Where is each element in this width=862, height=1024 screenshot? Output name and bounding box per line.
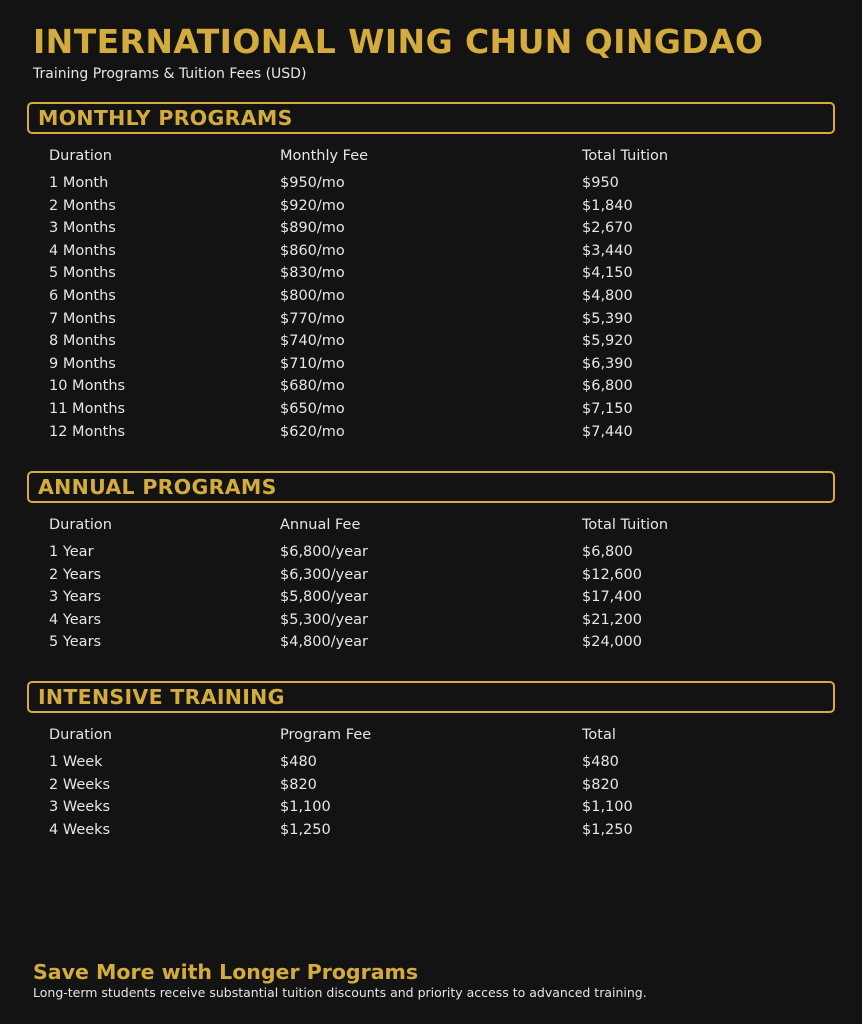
duration-cell: 1 Year <box>49 544 94 560</box>
table-row <box>27 564 835 587</box>
total-cell: $12,600 <box>582 566 642 583</box>
footer <box>33 959 647 1001</box>
fee-cell: $920/mo <box>280 197 345 214</box>
section-title: MONTHLY PROGRAMS <box>38 106 293 130</box>
total-cell: $950 <box>582 175 619 191</box>
fee-cell: $1,100 <box>280 799 331 816</box>
table-row <box>27 172 835 195</box>
column-header: Program Fee <box>280 727 372 743</box>
monthly-programs-section <box>27 102 835 443</box>
duration-cell: 5 Years <box>49 634 102 651</box>
table-row <box>27 541 835 564</box>
column-header: Duration <box>49 517 112 533</box>
fee-cell: $740/mo <box>280 333 345 350</box>
fee-cell: $890/mo <box>280 220 345 237</box>
fee-table <box>27 514 835 654</box>
fee-cell: $5,300/year <box>280 611 368 628</box>
duration-cell: 6 Months <box>49 287 116 304</box>
fee-cell: $830/mo <box>280 265 345 282</box>
table-row <box>27 398 835 421</box>
table-row <box>27 217 835 240</box>
total-cell: $4,800 <box>582 287 633 304</box>
duration-cell: 4 Months <box>49 242 116 259</box>
section-header <box>27 471 835 503</box>
table-row <box>27 796 835 819</box>
table-row <box>27 240 835 263</box>
column-header: Duration <box>49 727 112 743</box>
fee-table <box>27 724 835 841</box>
total-cell: $7,440 <box>582 423 633 440</box>
duration-cell: 2 Months <box>49 197 116 214</box>
section-title: ANNUAL PROGRAMS <box>38 475 277 499</box>
duration-cell: 3 Weeks <box>49 799 111 816</box>
duration-cell: 2 Weeks <box>49 776 111 793</box>
page-subtitle: Training Programs & Tuition Fees (USD) <box>33 66 307 82</box>
total-cell: $5,390 <box>582 310 633 327</box>
total-cell: $24,000 <box>582 634 642 651</box>
total-cell: $1,840 <box>582 197 633 214</box>
total-cell: $820 <box>582 776 619 793</box>
table-row <box>27 819 835 842</box>
fee-cell: $860/mo <box>280 242 345 259</box>
table-row <box>27 195 835 218</box>
table-row <box>27 330 835 353</box>
intensive-training-section <box>27 681 835 841</box>
section-title: INTENSIVE TRAINING <box>38 685 285 709</box>
table-row <box>27 421 835 444</box>
table-row <box>27 353 835 376</box>
fee-table <box>27 145 835 443</box>
column-header: Total <box>582 727 616 743</box>
total-cell: $21,200 <box>582 611 642 628</box>
duration-cell: 5 Months <box>49 265 116 282</box>
table-row <box>27 751 835 774</box>
total-cell: $7,150 <box>582 400 633 417</box>
total-cell: $4,150 <box>582 265 633 282</box>
fee-cell: $820 <box>280 776 317 793</box>
fee-cell: $650/mo <box>280 400 345 417</box>
table-row <box>27 262 835 285</box>
duration-cell: 1 Week <box>49 754 103 770</box>
duration-cell: 10 Months <box>49 378 126 395</box>
table-row <box>27 375 835 398</box>
fee-cell: $480 <box>280 754 317 770</box>
section-header <box>27 102 835 134</box>
duration-cell: 2 Years <box>49 566 102 583</box>
table-header-row <box>27 724 835 751</box>
table-row <box>27 586 835 609</box>
duration-cell: 1 Month <box>49 175 109 191</box>
table-row <box>27 774 835 797</box>
table-row <box>27 609 835 632</box>
duration-cell: 4 Weeks <box>49 821 111 838</box>
table-row <box>27 285 835 308</box>
fee-cell: $680/mo <box>280 378 345 395</box>
fee-cell: $620/mo <box>280 423 345 440</box>
total-cell: $3,440 <box>582 242 633 259</box>
duration-cell: 3 Years <box>49 589 102 606</box>
table-row <box>27 308 835 331</box>
fee-cell: $710/mo <box>280 355 345 372</box>
column-header: Total Tuition <box>582 517 669 533</box>
annual-programs-section <box>27 471 835 654</box>
page-title: INTERNATIONAL WING CHUN QINGDAO <box>33 22 764 61</box>
total-cell: $5,920 <box>582 333 633 350</box>
duration-cell: 11 Months <box>49 400 126 417</box>
total-cell: $6,390 <box>582 355 633 372</box>
fee-cell: $950/mo <box>280 175 345 191</box>
total-cell: $1,250 <box>582 821 633 838</box>
table-header-row <box>27 145 835 172</box>
fee-cell: $5,800/year <box>280 589 368 606</box>
duration-cell: 8 Months <box>49 333 116 350</box>
table-header-row <box>27 514 835 541</box>
fee-cell: $4,800/year <box>280 634 368 651</box>
duration-cell: 12 Months <box>49 423 126 440</box>
total-cell: $6,800 <box>582 544 633 560</box>
fee-cell: $770/mo <box>280 310 345 327</box>
column-header: Annual Fee <box>280 517 361 533</box>
footer-text: Long-term students receive substantial tuition discounts and priority access to advanced training. <box>33 985 647 1000</box>
column-header: Monthly Fee <box>280 148 369 164</box>
duration-cell: 4 Years <box>49 611 102 628</box>
table-row <box>27 631 835 654</box>
footer-title: Save More with Longer Programs <box>33 960 419 984</box>
duration-cell: 3 Months <box>49 220 116 237</box>
section-header <box>27 681 835 713</box>
fee-cell: $6,800/year <box>280 544 368 560</box>
total-cell: $2,670 <box>582 220 633 237</box>
column-header: Duration <box>49 148 112 164</box>
total-cell: $6,800 <box>582 378 633 395</box>
duration-cell: 7 Months <box>49 310 116 327</box>
total-cell: $17,400 <box>582 589 642 606</box>
fee-cell: $800/mo <box>280 287 345 304</box>
total-cell: $480 <box>582 754 619 770</box>
duration-cell: 9 Months <box>49 355 116 372</box>
fee-cell: $6,300/year <box>280 566 368 583</box>
fee-cell: $1,250 <box>280 821 331 838</box>
column-header: Total Tuition <box>582 148 669 164</box>
total-cell: $1,100 <box>582 799 633 816</box>
